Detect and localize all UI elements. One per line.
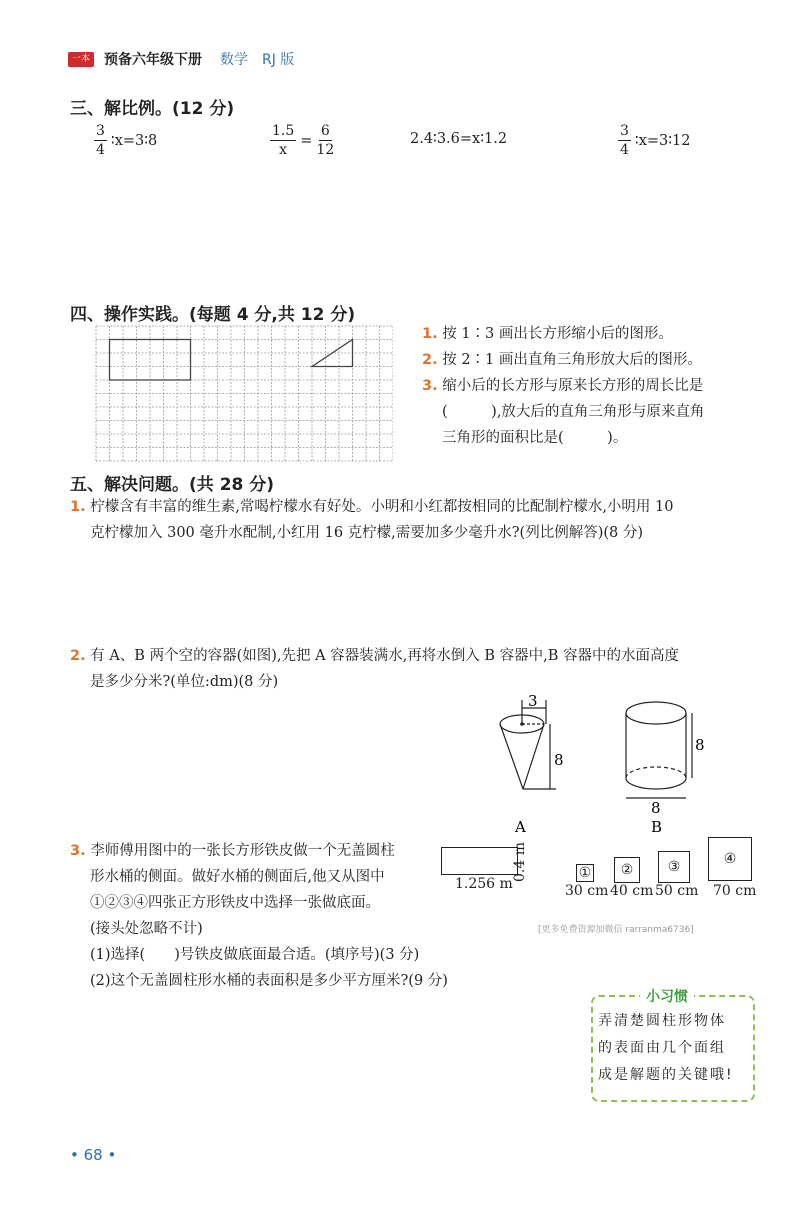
section-4-title: 四、操作实践。(每题 4 分,共 12 分): [70, 305, 356, 325]
rectangle-shape: [110, 340, 191, 381]
proportion-rest: ∶x=3∶8: [110, 132, 158, 149]
tip-line: 弄清楚圆柱形物体: [598, 1013, 726, 1029]
question-2: [70, 643, 770, 695]
containers-figure: [470, 690, 730, 840]
proportion-2: [270, 122, 334, 159]
tip-line: 成是解题的关键哦!: [598, 1067, 734, 1083]
cylinder-diameter: 8: [651, 799, 661, 817]
proportion-4: [618, 122, 690, 159]
section-4-items: [422, 321, 762, 451]
section-5-title: 五、解决问题。(共 28 分): [70, 475, 275, 495]
cone-height: 8: [554, 751, 564, 769]
task-1: [422, 321, 762, 347]
task-text: 按 1∶3 画出长方形缩小后的图形。: [442, 326, 673, 342]
rect-width: 0.4 m: [512, 842, 528, 882]
proportion-rest: ∶x=3∶12: [634, 132, 691, 149]
tip-title: 小习惯: [640, 986, 694, 1006]
cone-a: [500, 700, 556, 789]
page-number: • 68 •: [70, 1146, 117, 1164]
item-number: 1.: [422, 326, 438, 342]
question-text: 有 A、B 两个空的容器(如图),先把 A 容器装满水,再将水倒入 B 容器中,B 容器中的水面高度: [90, 648, 680, 664]
task-2: [422, 347, 762, 373]
question-text: (接头处忽略不计): [90, 921, 203, 937]
square-3-size: 50 cm: [655, 883, 699, 899]
tip-line: 的表面由几个面组: [598, 1040, 726, 1056]
cylinder-b: [626, 702, 692, 798]
denominator: x: [279, 142, 288, 158]
page-number-value: 68: [83, 1146, 103, 1164]
square-1-size: 30 cm: [565, 883, 609, 899]
task-3-cont: ( ),放大后的直角三角形与原来直角: [442, 404, 705, 420]
square-4-size: 70 cm: [713, 883, 757, 899]
question-text: 是多少分米?(单位:dm)(8 分): [90, 674, 279, 690]
square-sheet-1: ①: [576, 864, 594, 882]
section-3-title: 三、解比例。(12 分): [70, 99, 235, 119]
question-text: 形水桶的侧面。做好水桶的侧面后,他又从图中: [90, 869, 385, 885]
proportion-3: 2.4∶3.6=x∶1.2: [410, 131, 508, 147]
cone-radius: 3: [528, 692, 538, 710]
cone-label: A: [515, 818, 526, 836]
proportion-1: [94, 122, 157, 159]
square-sheet-2: ②: [614, 857, 640, 883]
question-text: 李师傅用图中的一张长方形铁皮做一个无盖圆柱: [90, 843, 395, 859]
book-title: 预备六年级下册: [104, 52, 202, 68]
denominator: 4: [96, 142, 105, 158]
task-text: 按 2∶1 画出直角三角形放大后的图形。: [442, 352, 702, 368]
square-2-size: 40 cm: [610, 883, 654, 899]
cylinder-label: B: [651, 818, 663, 836]
equals: =: [300, 132, 313, 149]
cylinder-height: 8: [695, 736, 705, 754]
item-number: 3.: [70, 843, 86, 859]
question-3: [70, 838, 450, 994]
numerator: 3: [620, 123, 629, 139]
question-text: (2)这个无盖圆柱形水桶的表面积是多少平方厘米?(9 分): [90, 973, 448, 989]
item-number: 1.: [70, 499, 86, 515]
question-text: 柠檬含有丰富的维生素,常喝柠檬水有好处。小明和小红都按相同的比配制柠檬水,小明用 10: [90, 499, 674, 515]
iron-sheet-rectangle: [441, 847, 518, 875]
item-number: 3.: [422, 378, 438, 394]
square-sheet-4: ④: [708, 837, 752, 881]
watermark: [更多免费资源加微信 rarranma6736]: [538, 925, 694, 935]
item-number: 2.: [70, 648, 86, 664]
tip-body: [598, 1008, 748, 1089]
task-text: 缩小后的长方形与原来长方形的周长比是: [442, 378, 704, 394]
edition-label: RJ 版: [262, 52, 295, 68]
denominator: 4: [620, 142, 629, 158]
subject-label: 数学: [220, 52, 248, 68]
numerator: 1.5: [272, 123, 295, 139]
item-number: 2.: [422, 352, 438, 368]
rect-length: 1.256 m: [455, 876, 513, 892]
task-3: [422, 373, 762, 399]
question-text: 克柠檬加入 300 毫升水配制,小红用 16 克柠檬,需要加多少毫升水?(列比例解答)(8 分): [90, 525, 644, 541]
question-text: ①②③④四张正方形铁皮中选择一张做底面。: [90, 895, 380, 911]
question-text: (1)选择( )号铁皮做底面最合适。(填序号)(3 分): [90, 947, 420, 963]
numerator: 6: [320, 123, 330, 139]
square-sheet-3: ③: [658, 851, 690, 883]
numerator: 3: [96, 123, 105, 139]
publisher-logo: 一本: [68, 52, 94, 67]
task-3-cont: 三角形的面积比是( )。: [442, 430, 628, 446]
denominator: 12: [316, 142, 335, 158]
square-grid: [95, 325, 393, 468]
question-1: [70, 494, 770, 546]
